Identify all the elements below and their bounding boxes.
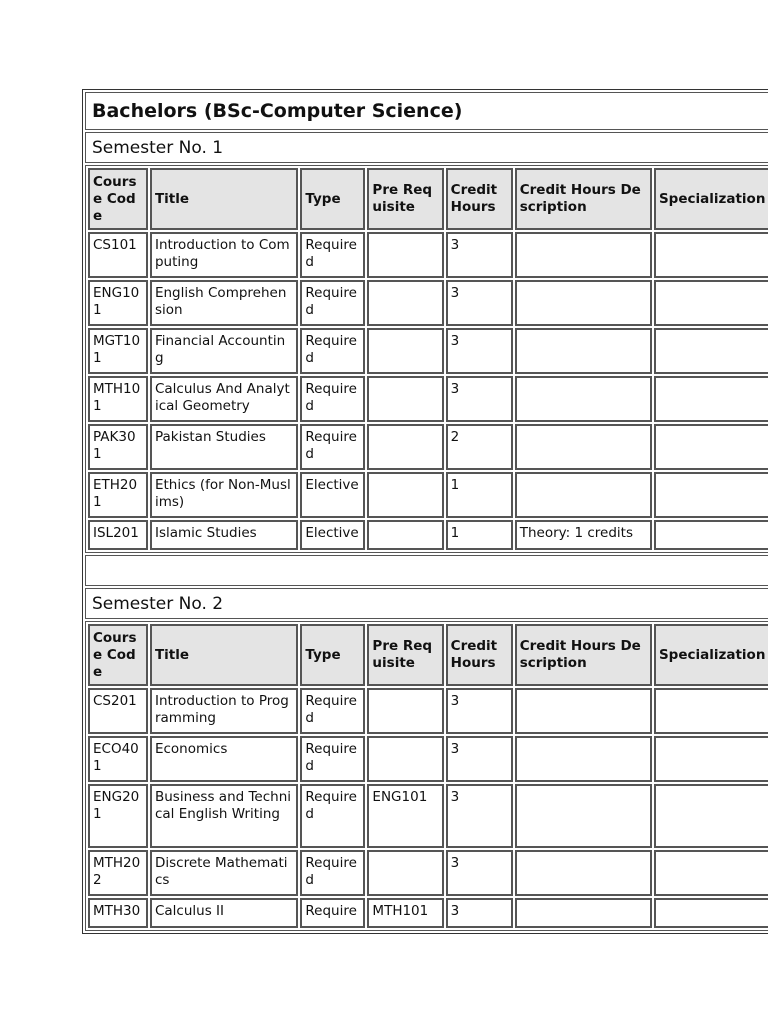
course-title-cell: Business and Technical English Writing (150, 784, 298, 848)
prerequisite-cell (367, 328, 443, 374)
prerequisite-cell: ENG101 (367, 784, 443, 848)
credit-hours-cell: 1 (446, 472, 513, 518)
header-title: Title (150, 168, 298, 230)
course-type-cell: Require (300, 898, 365, 928)
course-code-cell: ISL201 (88, 520, 148, 550)
course-title-cell: Pakistan Studies (150, 424, 298, 470)
course-code-cell: MGT101 (88, 328, 148, 374)
course-code-cell: PAK301 (88, 424, 148, 470)
prerequisite-cell (367, 736, 443, 782)
credit-hours-description-cell (515, 328, 652, 374)
credit-hours-cell: 3 (446, 688, 513, 734)
semester-1-courses-table (86, 166, 768, 552)
course-code-cell: ETH201 (88, 472, 148, 518)
specialization-cell (654, 376, 768, 422)
header-credit-hours-description: Credit Hours Description (515, 168, 652, 230)
header-course-code: Course Code (88, 168, 148, 230)
course-code-cell: MTH101 (88, 376, 148, 422)
header-type: Type (300, 168, 365, 230)
course-type-cell: Required (300, 232, 365, 278)
specialization-cell (654, 520, 768, 550)
prerequisite-cell (367, 850, 443, 896)
credit-hours-description-cell (515, 424, 652, 470)
credit-hours-cell: 3 (446, 280, 513, 326)
prerequisite-cell (367, 376, 443, 422)
credit-hours-cell: 3 (446, 784, 513, 848)
course-type-cell: Required (300, 736, 365, 782)
header-credit-hours-description: Credit Hours Description (515, 624, 652, 686)
credit-hours-cell: 3 (446, 376, 513, 422)
credit-hours-description-cell (515, 898, 652, 928)
credit-hours-description-cell (515, 472, 652, 518)
course-title-cell: Introduction to Computing (150, 232, 298, 278)
course-type-cell: Required (300, 280, 365, 326)
course-title-cell: English Comprehension (150, 280, 298, 326)
course-type-cell: Required (300, 328, 365, 374)
prerequisite-cell (367, 232, 443, 278)
credit-hours-cell: 3 (446, 850, 513, 896)
header-title: Title (150, 624, 298, 686)
course-title-cell: Islamic Studies (150, 520, 298, 550)
course-type-cell: Required (300, 688, 365, 734)
specialization-cell (654, 472, 768, 518)
credit-hours-description-cell: Theory: 1 credits (515, 520, 652, 550)
semester-1-label: Semester No. 1 (85, 132, 768, 163)
specialization-cell (654, 232, 768, 278)
table-row (88, 736, 768, 782)
course-type-cell: Elective (300, 520, 365, 550)
semester-2-label: Semester No. 2 (85, 588, 768, 619)
table-row (88, 850, 768, 896)
course-code-cell: CS101 (88, 232, 148, 278)
credit-hours-description-cell (515, 232, 652, 278)
curriculum-document (82, 89, 768, 934)
table-row (88, 784, 768, 848)
course-type-cell: Required (300, 850, 365, 896)
curriculum-table (82, 89, 768, 934)
credit-hours-description-cell (515, 784, 652, 848)
table-row (88, 472, 768, 518)
course-type-cell: Required (300, 784, 365, 848)
course-title-cell: Calculus And Analytical Geometry (150, 376, 298, 422)
table-row (88, 232, 768, 278)
course-title-cell: Calculus II (150, 898, 298, 928)
course-type-cell: Required (300, 424, 365, 470)
credit-hours-cell: 3 (446, 898, 513, 928)
credit-hours-cell: 3 (446, 736, 513, 782)
table-row (88, 376, 768, 422)
course-title-cell: Ethics (for Non-Muslims) (150, 472, 298, 518)
course-code-cell: ECO401 (88, 736, 148, 782)
table-row (88, 328, 768, 374)
specialization-cell (654, 280, 768, 326)
prerequisite-cell (367, 424, 443, 470)
specialization-cell (654, 424, 768, 470)
specialization-cell (654, 898, 768, 928)
table-row (88, 688, 768, 734)
credit-hours-cell: 2 (446, 424, 513, 470)
table-row (88, 280, 768, 326)
credit-hours-description-cell (515, 850, 652, 896)
course-title-cell: Economics (150, 736, 298, 782)
course-title-cell: Financial Accounting (150, 328, 298, 374)
semester-2-courses-table (86, 622, 768, 930)
semester-spacer (85, 555, 768, 586)
specialization-cell (654, 850, 768, 896)
course-code-cell: MTH30 (88, 898, 148, 928)
course-title-cell: Introduction to Programming (150, 688, 298, 734)
prerequisite-cell (367, 688, 443, 734)
table-row (88, 424, 768, 470)
header-credit-hours: Credit Hours (446, 624, 513, 686)
header-prerequisite: Pre Requisite (367, 168, 443, 230)
header-course-code: Course Code (88, 624, 148, 686)
course-type-cell: Required (300, 376, 365, 422)
header-credit-hours: Credit Hours (446, 168, 513, 230)
prerequisite-cell (367, 472, 443, 518)
credit-hours-cell: 3 (446, 328, 513, 374)
credit-hours-cell: 1 (446, 520, 513, 550)
header-row (88, 624, 768, 686)
program-title: Bachelors (BSc-Computer Science) (85, 92, 768, 130)
course-title-cell: Discrete Mathematics (150, 850, 298, 896)
course-code-cell: ENG101 (88, 280, 148, 326)
credit-hours-description-cell (515, 736, 652, 782)
header-specialization: Specialization (654, 624, 768, 686)
credit-hours-cell: 3 (446, 232, 513, 278)
specialization-cell (654, 784, 768, 848)
specialization-cell (654, 328, 768, 374)
table-row (88, 898, 768, 928)
header-prerequisite: Pre Requisite (367, 624, 443, 686)
course-code-cell: CS201 (88, 688, 148, 734)
credit-hours-description-cell (515, 280, 652, 326)
course-code-cell: ENG201 (88, 784, 148, 848)
credit-hours-description-cell (515, 688, 652, 734)
table-row (88, 520, 768, 550)
course-type-cell: Elective (300, 472, 365, 518)
prerequisite-cell (367, 520, 443, 550)
course-code-cell: MTH202 (88, 850, 148, 896)
specialization-cell (654, 736, 768, 782)
credit-hours-description-cell (515, 376, 652, 422)
prerequisite-cell: MTH101 (367, 898, 443, 928)
specialization-cell (654, 688, 768, 734)
prerequisite-cell (367, 280, 443, 326)
header-specialization: Specialization (654, 168, 768, 230)
header-row (88, 168, 768, 230)
header-type: Type (300, 624, 365, 686)
